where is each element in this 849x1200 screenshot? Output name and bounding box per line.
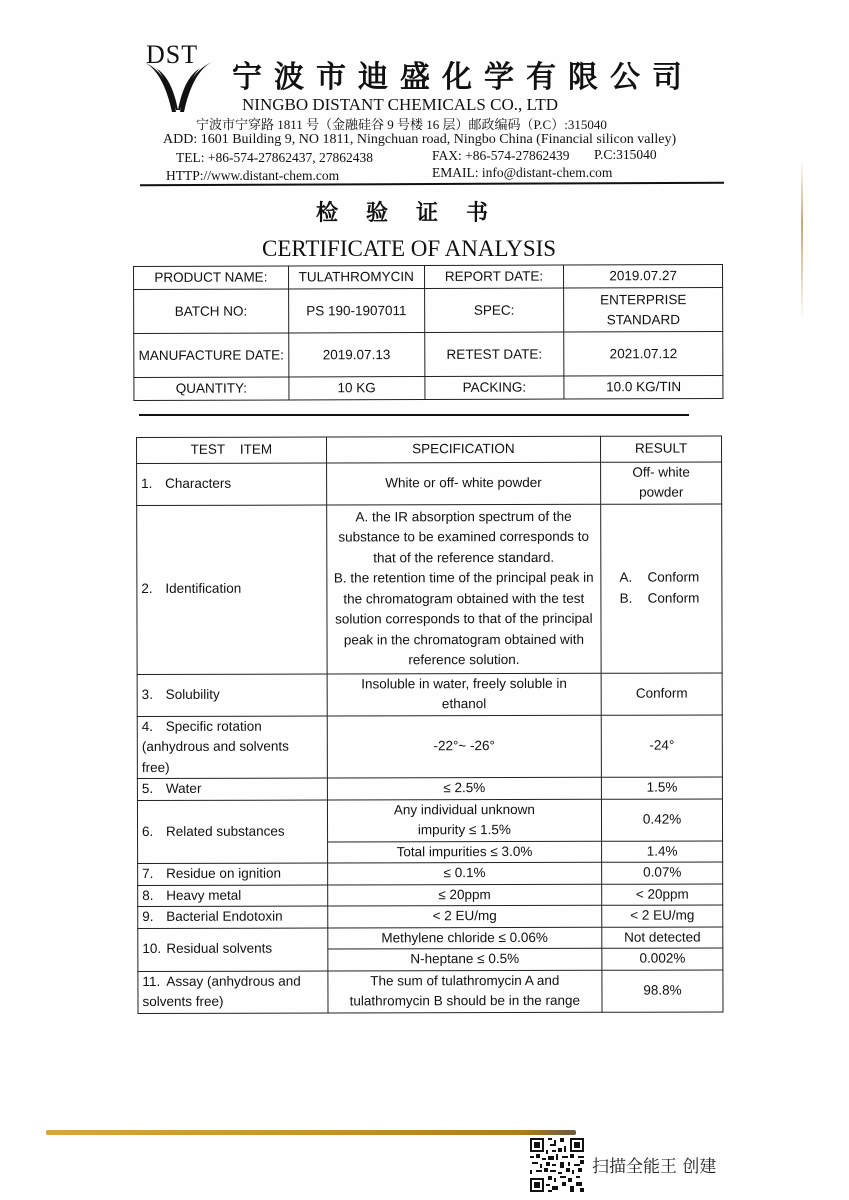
title-cn: 检验证书 [316, 201, 517, 226]
address-cn: 宁波市宁穿路 1811 号（金融硅谷 9 号楼 16 层）邮政编码（P.C）:315040 [196, 117, 607, 132]
info-value: 2019.07.13 [289, 332, 425, 376]
test-result: 98.8% [602, 969, 723, 1011]
leaf-logo-icon [142, 58, 214, 114]
info-value: 10.0 KG/TIN [564, 375, 723, 399]
company-name-en: NINGBO DISTANT CHEMICALS CO., LTD [242, 95, 558, 114]
table-row [138, 905, 723, 928]
test-item: 7. Residue on ignition [138, 863, 328, 885]
test-item: 3. Solubility [137, 674, 327, 716]
info-row [134, 331, 723, 377]
info-row [134, 375, 723, 400]
test-result: < 20ppm [602, 883, 723, 905]
test-spec: Total impurities ≤ 3.0% [327, 841, 602, 863]
test-spec: Insoluble in water, freely soluble in ethanol [327, 673, 602, 716]
test-results-table [136, 435, 724, 1013]
test-item: 8. Heavy metal [138, 885, 328, 907]
test-spec: White or off- white powder [326, 462, 601, 505]
table-row [137, 777, 722, 800]
telephone: TEL: +86-574-27862437, 27862438 [176, 150, 373, 165]
postcode: P.C:315040 [594, 147, 657, 162]
header-result: RESULT [601, 436, 722, 462]
test-result: 0.42% [602, 798, 723, 840]
info-row [134, 264, 723, 289]
info-value: TULATHROMYCIN [288, 265, 424, 288]
product-info-table [133, 264, 723, 401]
table-row [137, 461, 722, 505]
info-value: 2021.07.12 [564, 331, 723, 376]
test-spec: N-heptane ≤ 0.5% [327, 948, 602, 970]
test-spec: A. the IR absorption spectrum of the substance to be examined corresponds to that of the reference standard. B. the retention time of the principal peak in the chromatogram obtained with the test solution corresponds to that of the principal peak in the chromatogram obtained with reference solution. [326, 504, 601, 674]
test-result: 1.4% [602, 840, 723, 862]
table-row [137, 798, 722, 842]
qr-code-icon [530, 1138, 584, 1192]
info-value: 10 KG [289, 376, 425, 399]
test-spec: ≤ 20ppm [327, 884, 602, 906]
test-result: 1.5% [602, 777, 723, 799]
test-result: -24° [601, 714, 722, 777]
info-value: 2019.07.27 [564, 264, 723, 288]
info-value: PS 190-1907011 [288, 288, 424, 332]
scan-bottom-edge [46, 1130, 576, 1135]
dst-logo [138, 40, 218, 112]
test-item: 1. Characters [137, 463, 327, 505]
test-item: 11. Assay (anhydrous and solvents free) [138, 971, 328, 1013]
test-result: < 2 EU/mg [602, 905, 723, 927]
title-en: CERTIFICATE OF ANALYSIS [262, 236, 557, 261]
test-spec: Any individual unknown impurity ≤ 1.5% [327, 799, 602, 842]
test-item: 10. Residual solvents [138, 928, 328, 971]
table-header-row [137, 436, 722, 463]
test-item: 4. Specific rotation (anhydrous and solvents free) [137, 716, 327, 779]
header-specification: SPECIFICATION [326, 436, 601, 462]
info-row [134, 287, 723, 333]
fax: FAX: +86-574-27862439 [432, 148, 570, 163]
table-row [138, 862, 723, 885]
info-label: QUANTITY: [134, 377, 289, 401]
test-item: 9. Bacterial Endotoxin [138, 906, 328, 928]
section-divider [139, 414, 689, 416]
test-result: Off- white powder [601, 461, 722, 503]
info-label: MANUFACTURE DATE: [134, 333, 289, 378]
info-value: ENTERPRISE STANDARD [564, 287, 723, 332]
info-label: RETEST DATE: [424, 332, 564, 376]
scanner-watermark: 扫描全能王 创建 [592, 1157, 717, 1177]
test-result: 0.002% [602, 948, 723, 970]
table-row [138, 969, 723, 1013]
test-spec: Methylene chloride ≤ 0.06% [327, 927, 602, 949]
table-row [138, 883, 723, 906]
test-item: 6. Related substances [137, 800, 327, 864]
test-result: 0.07% [602, 862, 723, 884]
info-label: REPORT DATE: [424, 265, 564, 288]
test-spec: The sum of tulathromycin A and tulathromycin B should be in the range [328, 970, 603, 1013]
logo-text: DST [146, 40, 199, 69]
email: EMAIL: info@distant-chem.com [432, 165, 613, 180]
table-row [137, 672, 722, 716]
test-spec: < 2 EU/mg [327, 905, 602, 927]
scan-edge-mark [801, 160, 803, 320]
test-result: A. Conform B. Conform [601, 503, 722, 672]
test-spec: -22°~ -26° [327, 715, 602, 778]
test-item: 5. Water [137, 778, 327, 800]
website: HTTP://www.distant-chem.com [166, 168, 340, 183]
info-label: PRODUCT NAME: [134, 266, 289, 290]
info-label: BATCH NO: [134, 289, 289, 334]
address-en: ADD: 1601 Building 9, NO 1811, Ningchuan road, Ningbo China (Financial silicon valley) [163, 132, 677, 147]
info-label: SPEC: [424, 288, 564, 332]
test-spec: ≤ 2.5% [327, 777, 602, 799]
table-row [137, 714, 722, 778]
test-item: 2. Identification [137, 505, 327, 674]
table-row [138, 926, 723, 949]
test-result: Conform [601, 672, 722, 714]
test-spec: ≤ 0.1% [327, 862, 602, 884]
test-result: Not detected [602, 926, 723, 948]
header-test-item: TEST ITEM [137, 437, 327, 463]
table-row [137, 503, 722, 674]
info-label: PACKING: [425, 376, 565, 399]
company-name-cn: 宁波市迪盛化学有限公司 [232, 60, 694, 95]
